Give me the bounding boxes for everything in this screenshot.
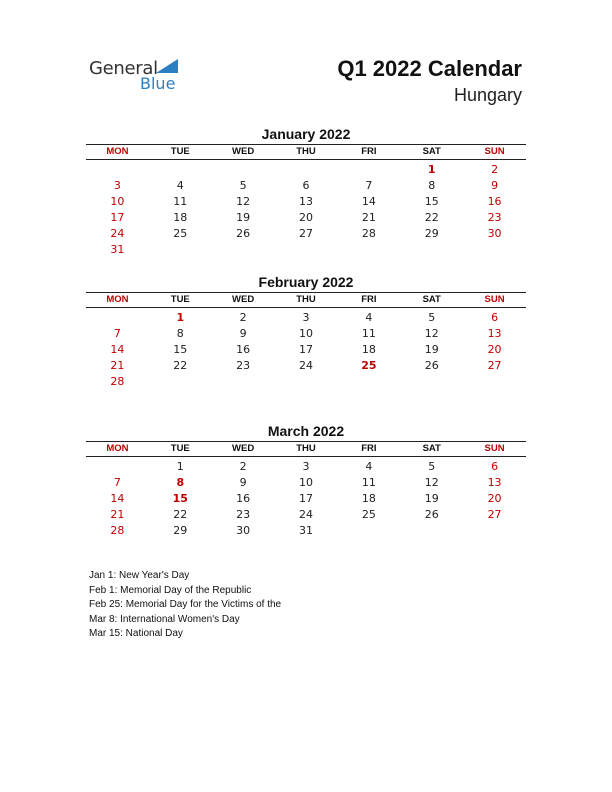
day-cell: 6 — [302, 179, 310, 192]
page-title: Q1 2022 Calendar — [337, 56, 522, 81]
holiday-day-cell: 25 — [361, 359, 377, 372]
day-cell: 31 — [110, 243, 125, 256]
holiday-day-cell: 1 — [427, 163, 436, 176]
day-cell: 30 — [487, 227, 502, 240]
day-cell: 29 — [424, 227, 439, 240]
weekday-wed: WED — [232, 443, 255, 454]
day-cell: 2 — [239, 460, 247, 473]
day-cell: 17 — [298, 343, 313, 356]
day-cell: 4 — [365, 460, 373, 473]
weekday-wed: WED — [232, 146, 255, 157]
day-cell: 3 — [302, 311, 310, 324]
day-cell: 28 — [361, 227, 376, 240]
month-march — [86, 423, 526, 539]
day-cell: 20 — [487, 343, 502, 356]
day-cell: 10 — [110, 195, 125, 208]
day-cell: 2 — [491, 163, 499, 176]
day-cell: 25 — [361, 508, 376, 521]
weekday-sun: SUN — [484, 443, 505, 454]
weekday-thu: THU — [296, 146, 316, 157]
day-cell: 15 — [424, 195, 439, 208]
day-cell: 21 — [110, 508, 125, 521]
day-cell: 6 — [491, 311, 499, 324]
day-cell: 3 — [113, 179, 121, 192]
day-cell: 14 — [110, 492, 125, 505]
holiday-list — [89, 569, 281, 642]
day-cell: 2 — [239, 311, 247, 324]
day-cell: 1 — [176, 460, 184, 473]
day-cell: 4 — [365, 311, 373, 324]
empty-cell — [86, 310, 149, 326]
logo-triangle-icon — [156, 59, 178, 73]
day-cell: 16 — [236, 492, 251, 505]
day-cell: 7 — [113, 476, 121, 489]
day-cell: 28 — [110, 375, 125, 388]
day-cell: 14 — [110, 343, 125, 356]
holiday-item: Feb 1: Memorial Day of the Republic — [89, 584, 252, 596]
day-cell: 28 — [110, 524, 125, 537]
page-subtitle: Hungary — [453, 85, 522, 105]
weekday-fri: FRI — [361, 443, 377, 454]
weekday-wed: WED — [232, 294, 255, 305]
weekday-mon: MON — [106, 443, 129, 454]
day-grid — [86, 459, 526, 539]
day-cell: 12 — [236, 195, 251, 208]
day-cell: 30 — [236, 524, 251, 537]
day-cell: 11 — [173, 195, 188, 208]
day-cell: 7 — [113, 327, 121, 340]
weekday-tue: TUE — [170, 146, 190, 157]
day-cell: 7 — [365, 179, 373, 192]
day-cell: 23 — [487, 211, 502, 224]
empty-cell — [275, 162, 338, 178]
holiday-item: Mar 15: National Day — [89, 628, 183, 639]
day-cell: 18 — [173, 211, 188, 224]
month-title: February 2022 — [258, 274, 354, 290]
weekday-sun: SUN — [484, 146, 505, 157]
weekday-fri: FRI — [361, 146, 377, 157]
weekday-fri: FRI — [361, 294, 377, 305]
day-cell: 12 — [424, 476, 439, 489]
day-cell: 22 — [173, 359, 188, 372]
day-cell: 12 — [424, 327, 439, 340]
day-cell: 15 — [173, 343, 188, 356]
day-cell: 23 — [236, 508, 251, 521]
day-cell: 26 — [236, 227, 251, 240]
day-cell: 17 — [298, 492, 313, 505]
day-cell: 9 — [239, 327, 247, 340]
day-cell: 13 — [298, 195, 313, 208]
day-cell: 5 — [428, 460, 436, 473]
weekday-sat: SAT — [422, 146, 441, 157]
logo-blue-text: Blue — [140, 74, 176, 93]
empty-cell — [86, 459, 149, 475]
weekday-thu: THU — [296, 443, 316, 454]
day-cell: 16 — [487, 195, 502, 208]
weekday-thu: THU — [296, 294, 316, 305]
day-cell: 11 — [361, 327, 376, 340]
day-cell: 17 — [110, 211, 125, 224]
day-cell: 26 — [424, 359, 439, 372]
holiday-item: Feb 25: Memorial Day for the Victims of the — [89, 599, 282, 610]
month-title: March 2022 — [267, 423, 345, 439]
holiday-item: Jan 1: New Year's Day — [89, 570, 190, 581]
day-cell: 29 — [173, 524, 188, 537]
day-cell: 4 — [176, 179, 184, 192]
holiday-day-cell: 1 — [176, 311, 185, 324]
day-cell: 13 — [487, 476, 502, 489]
weekday-header — [86, 441, 526, 457]
day-cell: 18 — [361, 343, 376, 356]
weekday-sat: SAT — [422, 294, 441, 305]
day-cell: 13 — [487, 327, 502, 340]
day-cell: 9 — [239, 476, 247, 489]
day-grid — [86, 310, 526, 390]
day-cell: 6 — [491, 460, 499, 473]
day-cell: 10 — [298, 476, 313, 489]
day-cell: 11 — [361, 476, 376, 489]
day-cell: 27 — [487, 508, 502, 521]
day-cell: 27 — [298, 227, 313, 240]
day-cell: 20 — [298, 211, 313, 224]
day-cell: 14 — [361, 195, 376, 208]
day-cell: 26 — [424, 508, 439, 521]
empty-cell — [86, 162, 149, 178]
day-cell: 24 — [298, 508, 313, 521]
weekday-sun: SUN — [484, 294, 505, 305]
day-cell: 19 — [424, 492, 439, 505]
day-cell: 16 — [236, 343, 251, 356]
weekday-tue: TUE — [170, 443, 190, 454]
day-cell: 24 — [298, 359, 313, 372]
holiday-day-cell: 8 — [176, 476, 185, 489]
holiday-item: Mar 8: International Women's Day — [89, 613, 240, 625]
day-cell: 5 — [428, 311, 436, 324]
logo-general-text: General — [89, 58, 158, 79]
day-cell: 21 — [361, 211, 376, 224]
day-grid — [86, 162, 526, 258]
day-cell: 24 — [110, 227, 125, 240]
holiday-day-cell: 15 — [172, 492, 188, 505]
day-cell: 25 — [173, 227, 188, 240]
day-cell: 9 — [491, 179, 499, 192]
day-cell: 10 — [298, 327, 313, 340]
day-cell: 19 — [424, 343, 439, 356]
month-title: January 2022 — [261, 126, 351, 142]
day-cell: 22 — [424, 211, 439, 224]
day-cell: 19 — [236, 211, 251, 224]
day-cell: 22 — [173, 508, 188, 521]
month-february — [86, 274, 526, 390]
day-cell: 8 — [176, 327, 184, 340]
day-cell: 23 — [236, 359, 251, 372]
day-cell: 3 — [302, 460, 310, 473]
day-cell: 8 — [428, 179, 436, 192]
empty-cell — [212, 162, 275, 178]
weekday-header — [86, 292, 526, 308]
weekday-tue: TUE — [170, 294, 190, 305]
day-cell: 20 — [487, 492, 502, 505]
empty-cell — [337, 162, 400, 178]
weekday-mon: MON — [106, 294, 129, 305]
day-cell: 21 — [110, 359, 125, 372]
empty-cell — [149, 162, 212, 178]
weekday-mon: MON — [106, 146, 129, 157]
day-cell: 27 — [487, 359, 502, 372]
day-cell: 18 — [361, 492, 376, 505]
day-cell: 5 — [239, 179, 247, 192]
logo — [89, 56, 199, 96]
weekday-sat: SAT — [422, 443, 441, 454]
month-january — [86, 126, 526, 258]
day-cell: 31 — [298, 524, 313, 537]
weekday-header — [86, 144, 526, 160]
